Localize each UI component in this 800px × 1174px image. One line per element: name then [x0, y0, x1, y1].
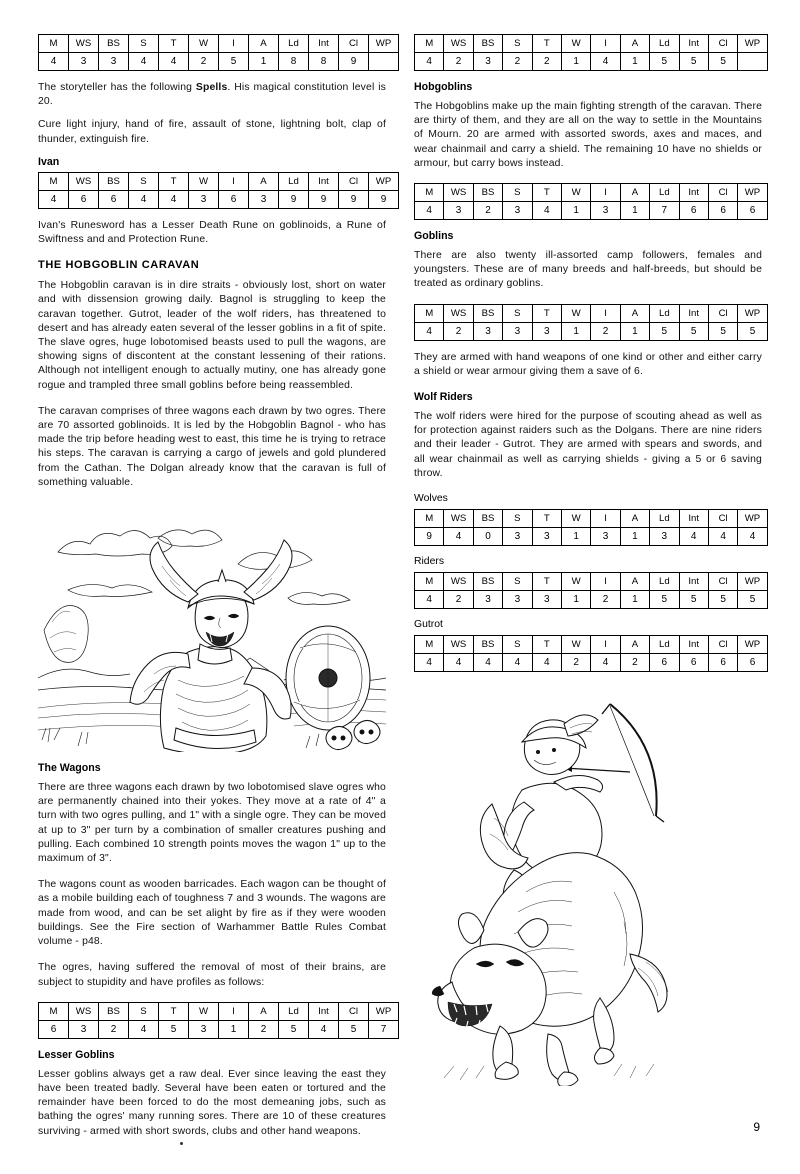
stat-value: 1 [620, 528, 649, 546]
stat-header: S [503, 573, 532, 591]
heading-the-wagons: The Wagons [38, 762, 101, 775]
stat-value: 3 [69, 53, 99, 71]
stat-value: 6 [738, 654, 767, 672]
stat-header: M [415, 510, 444, 528]
stat-header: S [129, 35, 159, 53]
stat-header: I [591, 304, 620, 322]
stat-header: WP [738, 510, 767, 528]
stat-value: 3 [99, 53, 129, 71]
stat-header: M [415, 636, 444, 654]
paragraph-spell-list: Cure light injury, hand of fire, assault of stone, lightning bolt, clap of thunder, extinguish fire. [38, 119, 386, 145]
stat-value: 3 [503, 528, 532, 546]
stat-value: 2 [249, 1020, 279, 1038]
stat-value: 0 [473, 528, 502, 546]
stat-header: I [591, 35, 620, 53]
stat-value: 5 [738, 591, 767, 609]
paragraph-hobgoblins: The Hobgoblins make up the main fighting strength of the caravan. There are thirty of them, and they are all on the way to settle in the Mountains of Mourn. 20 are armed with assorted swords, axes and maces, and wear chainmail and carry a shield. The remaining 10 have no shields or armour, but carry bows instead. [414, 101, 762, 169]
stat-header: WP [369, 172, 399, 190]
stat-header: BS [473, 184, 502, 202]
stat-header: T [532, 636, 561, 654]
stat-value: 1 [561, 202, 590, 220]
stat-table-gutrot [414, 635, 768, 672]
stat-value: 4 [415, 322, 444, 340]
stat-header: Int [309, 172, 339, 190]
stat-header: WS [444, 304, 473, 322]
page-content [38, 34, 762, 1137]
stat-value: 6 [39, 1020, 69, 1038]
heading-wolves: Wolves [414, 493, 448, 505]
stat-value: 3 [249, 190, 279, 208]
stat-value: 2 [561, 654, 590, 672]
stat-value: 2 [591, 591, 620, 609]
stat-value: 5 [679, 53, 708, 71]
stat-header: Cl [708, 35, 737, 53]
stat-value: 2 [444, 322, 473, 340]
stat-header: W [561, 35, 590, 53]
stat-value: 9 [339, 190, 369, 208]
stat-header: BS [473, 35, 502, 53]
stat-value: 4 [415, 591, 444, 609]
stat-value: 1 [620, 53, 649, 71]
stat-header: S [503, 636, 532, 654]
heading-ivan: Ivan [38, 155, 60, 168]
stat-value: 5 [679, 591, 708, 609]
stat-header: Int [309, 1002, 339, 1020]
stat-header: I [591, 184, 620, 202]
stat-header: Int [679, 636, 708, 654]
stat-value [369, 53, 399, 71]
stat-header: WS [444, 636, 473, 654]
stat-header: Ld [279, 1002, 309, 1020]
stat-header: W [561, 636, 590, 654]
paragraph-caravan-1: The Hobgoblin caravan is in dire straits - obviously lost, short on water and with dissension growing daily. Bagnol is struggling to keep the caravan together. Gutrot, leader of the wolf riders, has threatened to desert and has already eaten several of the lesser goblins in a fit of spite. The slave ogres, huge lobotomised beasts used to pull the wagons, are showing signs of discontent at the constant lessening of their rations. Although not intelligent enough to actually mutiny, one has already gone rogue and trampled three small goblins before being reassembled. [38, 280, 386, 391]
stat-header: I [591, 636, 620, 654]
stat-header: WP [738, 304, 767, 322]
stat-value: 3 [473, 591, 502, 609]
stat-value: 4 [39, 190, 69, 208]
stat-value: 4 [129, 53, 159, 71]
stat-header: Cl [339, 172, 369, 190]
stat-value: 2 [503, 53, 532, 71]
stat-value: 1 [561, 322, 590, 340]
stat-header: Int [309, 35, 339, 53]
stat-header: WP [738, 184, 767, 202]
stat-value: 4 [129, 190, 159, 208]
table-row [415, 53, 768, 71]
stat-header: A [249, 172, 279, 190]
table-row [415, 591, 768, 609]
table-row [415, 35, 768, 53]
stat-value: 4 [415, 654, 444, 672]
stat-header: S [503, 304, 532, 322]
stat-value: 1 [249, 53, 279, 71]
stat-value: 3 [189, 1020, 219, 1038]
stat-value: 3 [444, 202, 473, 220]
stat-value: 3 [532, 528, 561, 546]
stat-value: 2 [444, 53, 473, 71]
stat-value: 4 [473, 654, 502, 672]
table-row [39, 172, 399, 190]
paragraph-goblins-2: They are armed with hand weapons of one kind or other and either carry a shield or wear armour giving them a save of 6. [414, 351, 762, 377]
stat-header: Ld [279, 35, 309, 53]
stat-value: 4 [159, 53, 189, 71]
stat-value: 4 [444, 528, 473, 546]
stat-value: 4 [444, 654, 473, 672]
stat-header: T [159, 35, 189, 53]
stat-header: I [219, 172, 249, 190]
stat-value: 3 [650, 528, 679, 546]
stat-value: 3 [473, 322, 502, 340]
stat-value: 9 [339, 53, 369, 71]
stat-header: BS [473, 510, 502, 528]
stat-header: M [415, 304, 444, 322]
stat-header: W [189, 172, 219, 190]
stat-value: 6 [708, 202, 737, 220]
stat-header: W [189, 35, 219, 53]
stat-value: 3 [532, 322, 561, 340]
table-row [415, 510, 768, 528]
stat-header: I [591, 510, 620, 528]
stat-value: 9 [309, 190, 339, 208]
stat-value: 4 [129, 1020, 159, 1038]
registration-mark [180, 1142, 183, 1145]
paragraph-ivan-runesword: Ivan's Runesword has a Lesser Death Rune on goblinoids, a Rune of Swiftness and and Protection Rune. [38, 219, 386, 246]
stat-value: 3 [473, 53, 502, 71]
stat-header: Int [679, 510, 708, 528]
stat-header: T [159, 172, 189, 190]
stat-value: 2 [620, 654, 649, 672]
stat-value: 7 [369, 1020, 399, 1038]
table-row [415, 636, 768, 654]
table-row [415, 184, 768, 202]
stat-value: 5 [650, 591, 679, 609]
stat-value: 3 [69, 1020, 99, 1038]
stat-value: 9 [279, 190, 309, 208]
stat-value: 3 [532, 591, 561, 609]
stat-value: 4 [39, 53, 69, 71]
stat-header: Ld [650, 304, 679, 322]
table-row [39, 35, 399, 53]
table-row [39, 190, 399, 208]
heading-goblins: Goblins [414, 230, 454, 243]
illustration-hobgoblin-warrior [38, 502, 386, 752]
stat-header: S [503, 184, 532, 202]
stat-value: 5 [679, 322, 708, 340]
stat-value: 1 [620, 322, 649, 340]
paragraph-spells: The storyteller has the following Spells. His magical constitution level is 20. [38, 82, 386, 108]
table-row [39, 53, 399, 71]
stat-value: 6 [99, 190, 129, 208]
stat-header: W [561, 510, 590, 528]
stat-header: WP [738, 35, 767, 53]
stat-header: A [620, 184, 649, 202]
left-column [38, 34, 392, 1151]
stat-value: 8 [279, 53, 309, 71]
stat-value: 4 [159, 190, 189, 208]
stat-header: WP [738, 573, 767, 591]
stat-value: 1 [219, 1020, 249, 1038]
table-row [415, 322, 768, 340]
stat-header: M [39, 1002, 69, 1020]
stat-value: 2 [473, 202, 502, 220]
stat-header: Ld [279, 172, 309, 190]
table-row [415, 654, 768, 672]
stat-header: Cl [708, 636, 737, 654]
stat-header: T [532, 510, 561, 528]
heading-lesser-goblins: Lesser Goblins [38, 1048, 115, 1061]
stat-value: 6 [738, 202, 767, 220]
stat-header: WS [69, 35, 99, 53]
table-row [415, 202, 768, 220]
stat-header: S [129, 172, 159, 190]
stat-header: I [219, 1002, 249, 1020]
stat-header: M [415, 35, 444, 53]
stat-table-storyteller [38, 34, 399, 71]
stat-table-goblins [414, 304, 768, 341]
stat-value: 5 [708, 53, 737, 71]
stat-value: 5 [650, 322, 679, 340]
stat-value: 8 [309, 53, 339, 71]
stat-header: A [620, 35, 649, 53]
stat-value: 3 [591, 202, 620, 220]
stat-header: WS [444, 510, 473, 528]
table-row [39, 1020, 399, 1038]
paragraph-lesser-goblins: Lesser goblins always get a raw deal. Ever since leaving the east they have been treated badly. Several have been eaten or tortured and the remainder have been forced to do the most demeaning jobs, such as bathing the ogres' many running sores. There are 10 of these creatures surviving - armed with short swords, clubs and other hand weapons. [38, 1068, 386, 1137]
stat-value: 5 [159, 1020, 189, 1038]
stat-value: 1 [620, 202, 649, 220]
stat-table-ivan [38, 172, 399, 209]
stat-header: Ld [650, 510, 679, 528]
stat-header: BS [99, 35, 129, 53]
heading-wolf-riders: Wolf Riders [414, 391, 473, 404]
table-row [415, 573, 768, 591]
stat-value: 2 [532, 53, 561, 71]
stat-value: 2 [444, 591, 473, 609]
stat-header: T [159, 1002, 189, 1020]
stat-header: BS [473, 636, 502, 654]
stat-value: 4 [591, 53, 620, 71]
stat-header: Ld [650, 636, 679, 654]
stat-header: Cl [708, 510, 737, 528]
stat-value: 5 [708, 322, 737, 340]
stat-header: WS [444, 184, 473, 202]
stat-header: WP [369, 35, 399, 53]
stat-value: 3 [503, 202, 532, 220]
page-number: 9 [753, 1120, 760, 1134]
stat-value: 1 [620, 591, 649, 609]
stat-table-top [414, 34, 768, 71]
illustration-wolf-rider [414, 686, 755, 1086]
stat-header: S [503, 510, 532, 528]
stat-header: WS [444, 573, 473, 591]
stat-header: M [39, 172, 69, 190]
stat-header: T [532, 184, 561, 202]
stat-header: WP [369, 1002, 399, 1020]
stat-header: Cl [708, 304, 737, 322]
heading-hobgoblin-caravan: THE HOBGOBLIN CARAVAN [38, 259, 200, 272]
heading-gutrot: Gutrot [414, 619, 443, 631]
stat-header: I [219, 35, 249, 53]
stat-header: W [561, 573, 590, 591]
stat-header: BS [99, 1002, 129, 1020]
stat-value: 5 [279, 1020, 309, 1038]
stat-header: BS [473, 304, 502, 322]
stat-value: 3 [503, 591, 532, 609]
stat-header: S [503, 35, 532, 53]
stat-header: I [591, 573, 620, 591]
stat-header: Cl [339, 1002, 369, 1020]
stat-value: 3 [189, 190, 219, 208]
stat-value: 2 [591, 322, 620, 340]
stat-header: A [249, 35, 279, 53]
stat-table-wolves [414, 509, 768, 546]
paragraph-caravan-2: The caravan comprises of three wagons each drawn by two ogres. There are 70 assorted goblinoids. It is led by the Hobgoblin Bagnol - who has made the trip before heading west to east, this time he is trying to retrace his steps. The caravan is carrying a cargo of jewels and gold plundered from the Cathan. The Dolgan already know that the caravan is full of something valuable. [38, 405, 386, 488]
stat-value: 3 [503, 322, 532, 340]
stat-value: 4 [738, 528, 767, 546]
stat-header: W [561, 304, 590, 322]
stat-value: 1 [561, 528, 590, 546]
table-row [39, 1002, 399, 1020]
stat-value: 5 [738, 322, 767, 340]
stat-value: 5 [650, 53, 679, 71]
stat-header: WS [69, 172, 99, 190]
stat-value [738, 53, 767, 71]
stat-header: M [39, 35, 69, 53]
stat-value: 7 [650, 202, 679, 220]
stat-header: Int [679, 184, 708, 202]
stat-header: T [532, 304, 561, 322]
stat-value: 1 [561, 591, 590, 609]
paragraph-wagons-1: There are three wagons each drawn by two lobotomised slave ogres who are permanently chained into their yokes. They move at a rate of 4" a turn with two ogres pulling, and 1" with a single ogre. They can be moved at up to 3" per turn by a combination of smaller creatures pushing and pulling. Each combined 10 strength points moves the wagon 1" up to the maximum of 3". [38, 782, 386, 865]
stat-header: W [189, 1002, 219, 1020]
stat-header: WS [444, 35, 473, 53]
stat-header: Int [679, 35, 708, 53]
stat-value: 6 [69, 190, 99, 208]
stat-value: 5 [708, 591, 737, 609]
stat-value: 6 [650, 654, 679, 672]
stat-table-hobgoblins [414, 183, 768, 220]
stat-value: 5 [219, 53, 249, 71]
stat-value: 6 [708, 654, 737, 672]
stat-header: W [561, 184, 590, 202]
stat-value: 2 [99, 1020, 129, 1038]
heading-hobgoblins: Hobgoblins [414, 81, 473, 93]
stat-value: 6 [679, 654, 708, 672]
stat-value: 4 [309, 1020, 339, 1038]
stat-header: A [620, 304, 649, 322]
paragraph-wolf-riders: The wolf riders were hired for the purpose of scouting ahead as well as for protection against raiders such as the Dolgans. There are nine riders and their leader - Gutrot. They are armed with spears and swords, and all wear chainmail as well as carrying shields - giving a 5 or 6 saving throw. [414, 411, 762, 479]
stat-value: 6 [679, 202, 708, 220]
paragraph-wagons-2: The wagons count as wooden barricades. Each wagon can be thought of as a mobile building each of toughness 7 and 3 wounds. The wagons are made from wood, and can be set alight by fire as if they were wooden buildings. See the Fire section of Warhammer Battle Rules Combat volume - p48. [38, 879, 386, 948]
stat-header: A [620, 573, 649, 591]
stat-value: 6 [219, 190, 249, 208]
stat-value: 4 [679, 528, 708, 546]
stat-value: 4 [415, 53, 444, 71]
stat-header: Cl [708, 573, 737, 591]
stat-header: Int [679, 304, 708, 322]
stat-value: 2 [189, 53, 219, 71]
stat-value: 4 [503, 654, 532, 672]
stat-header: Cl [339, 35, 369, 53]
heading-riders: Riders [414, 556, 445, 568]
right-column [414, 34, 762, 1086]
stat-header: Int [679, 573, 708, 591]
stat-value: 9 [369, 190, 399, 208]
stat-header: Cl [708, 184, 737, 202]
stat-header: A [249, 1002, 279, 1020]
stat-header: BS [473, 573, 502, 591]
stat-header: M [415, 573, 444, 591]
stat-header: Ld [650, 573, 679, 591]
stat-value: 4 [532, 202, 561, 220]
table-row [415, 304, 768, 322]
stat-value: 1 [561, 53, 590, 71]
paragraph-wagons-3: The ogres, having suffered the removal of most of their brains, are subject to stupidity and have profiles as follows: [38, 962, 386, 988]
stat-header: BS [99, 172, 129, 190]
stat-header: M [415, 184, 444, 202]
stat-header: WS [69, 1002, 99, 1020]
stat-table-riders [414, 572, 768, 609]
stat-header: Ld [650, 35, 679, 53]
stat-value: 3 [591, 528, 620, 546]
stat-table-ogres [38, 1002, 399, 1039]
stat-header: A [620, 636, 649, 654]
stat-header: A [620, 510, 649, 528]
stat-header: WP [738, 636, 767, 654]
stat-header: T [532, 573, 561, 591]
stat-header: T [532, 35, 561, 53]
stat-value: 4 [591, 654, 620, 672]
stat-header: S [129, 1002, 159, 1020]
stat-value: 4 [415, 202, 444, 220]
stat-value: 4 [708, 528, 737, 546]
stat-value: 5 [339, 1020, 369, 1038]
stat-value: 4 [532, 654, 561, 672]
paragraph-goblins-1: There are also twenty ill-assorted camp followers, females and youngsters. These are of many breeds and half-breeds, but should be treated as ordinary goblins. [414, 250, 762, 290]
stat-value: 9 [415, 528, 444, 546]
stat-header: Ld [650, 184, 679, 202]
table-row [415, 528, 768, 546]
